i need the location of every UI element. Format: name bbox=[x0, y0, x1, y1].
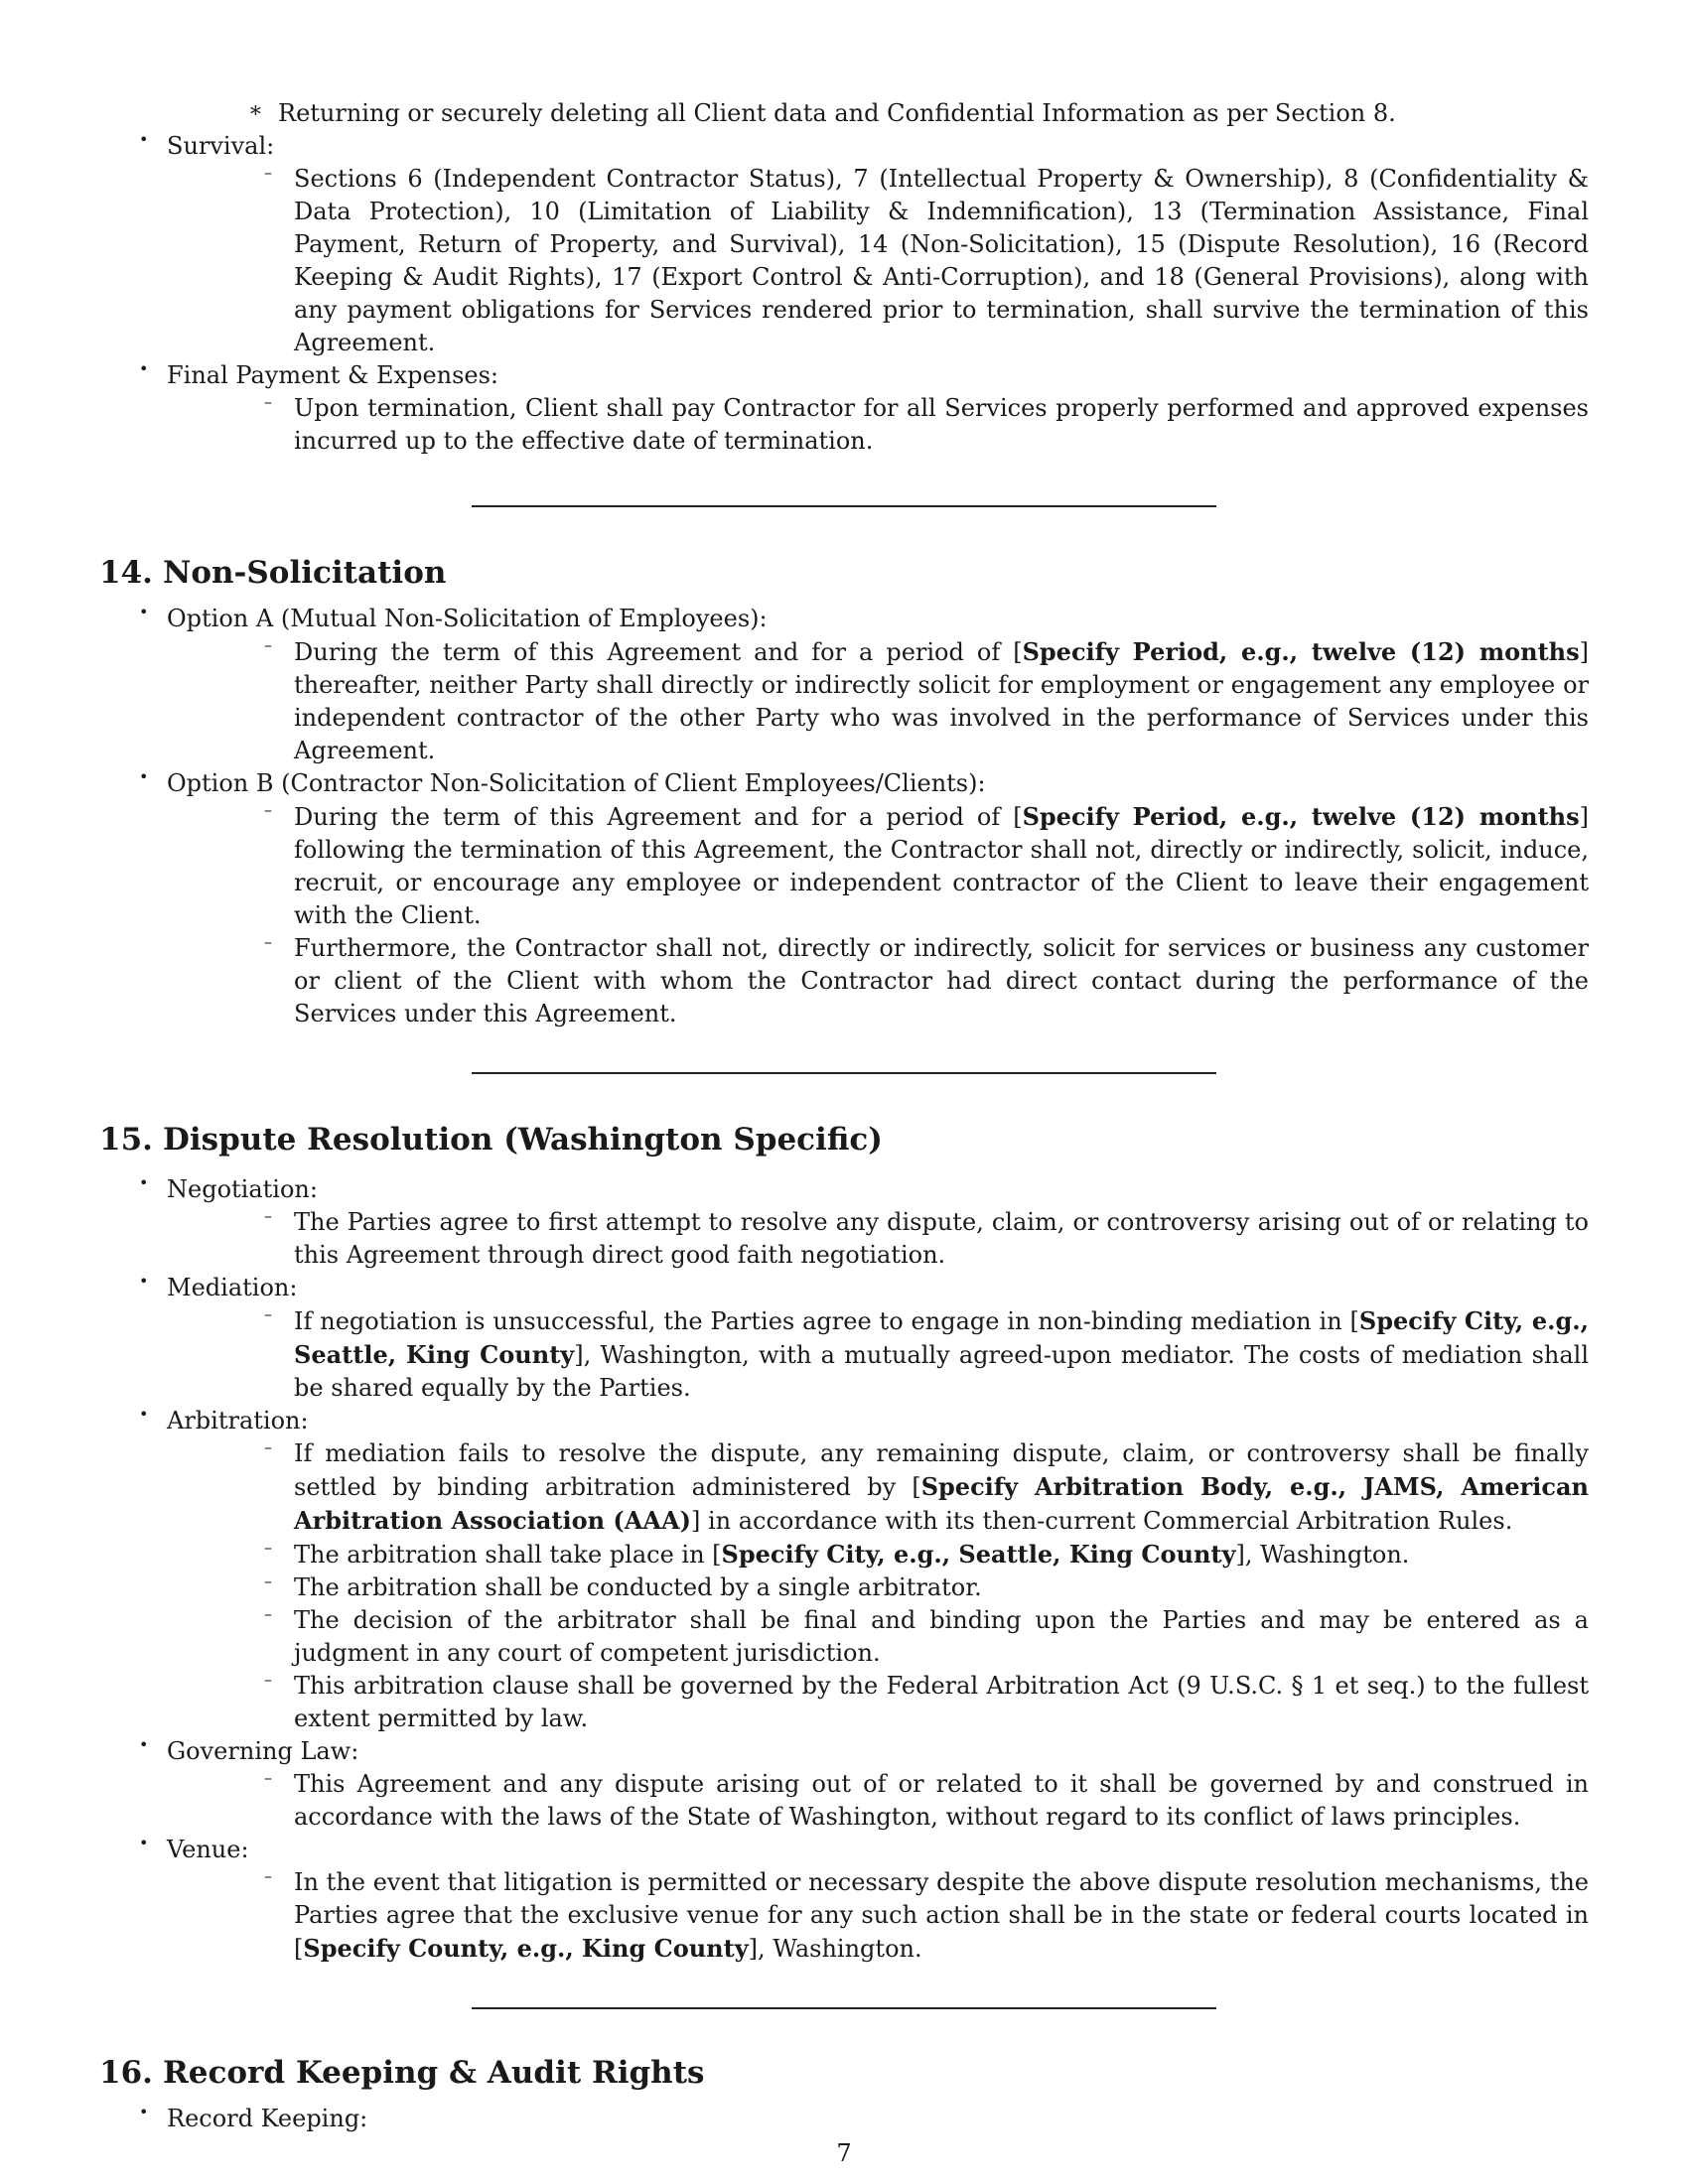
sub-item-text bbox=[294, 1868, 1589, 1963]
list-item bbox=[99, 1735, 1589, 1834]
section-14-heading bbox=[99, 553, 1589, 593]
list-item bbox=[99, 2103, 1589, 2135]
placeholder-bold: Specify Period, e.g., twelve (12) months bbox=[1022, 637, 1580, 666]
list-item bbox=[99, 130, 1589, 359]
sub-item bbox=[167, 800, 1589, 932]
sub-item bbox=[167, 932, 1589, 1030]
section-divider bbox=[472, 505, 1216, 507]
section-13-tail-list bbox=[99, 130, 1589, 458]
sub-item bbox=[167, 1437, 1589, 1538]
bullet-marker: • bbox=[139, 1735, 149, 1754]
page-number: 7 bbox=[836, 2139, 852, 2167]
sub-item-text: Upon termination, Client shall pay Contractor for all Services properly performed and approved expenses incurred up to the effective date of termination. bbox=[294, 394, 1589, 455]
section-number: 15. bbox=[99, 1122, 153, 1158]
list-item bbox=[99, 1173, 1589, 1272]
list-item bbox=[99, 359, 1589, 458]
sub-item bbox=[167, 1571, 1589, 1604]
list-item bbox=[99, 1405, 1589, 1735]
sub-item-text bbox=[294, 1307, 1589, 1402]
sub-item bbox=[167, 1304, 1589, 1405]
sub-item-text bbox=[294, 803, 1589, 929]
list-item-label: Venue: bbox=[167, 1836, 249, 1863]
section-number: 16. bbox=[99, 2055, 153, 2091]
section-16-heading bbox=[99, 2053, 1589, 2093]
dash-marker: – bbox=[264, 635, 272, 654]
sub-item-text: The Parties agree to first attempt to resolve any dispute, claim, or controversy arising out of or relating to this Agreement through direct good faith negotiation. bbox=[294, 1208, 1589, 1269]
list-item-label: Option A (Mutual Non-Solicitation of Employees): bbox=[167, 605, 768, 632]
bullet-marker: • bbox=[139, 767, 149, 786]
section-14-list bbox=[99, 603, 1589, 1030]
dash-marker: – bbox=[264, 392, 272, 411]
dash-marker: – bbox=[264, 1670, 272, 1689]
sub-item-text bbox=[294, 1541, 1409, 1569]
bullet-marker: • bbox=[139, 1834, 149, 1852]
list-item-label: Option B (Contractor Non-Solicitation of Client Employees/Clients): bbox=[167, 769, 986, 797]
dash-marker: – bbox=[264, 163, 272, 182]
sub-item bbox=[167, 1866, 1589, 1966]
section-16-list bbox=[99, 2103, 1589, 2135]
sub-item bbox=[167, 1768, 1589, 1834]
sub-item-text: Sections 6 (Independent Contractor Status), 7 (Intellectual Property & Ownership), 8 (Confidentiality & Data Protection), 10 (Limitation of Liability & Indemnification), 13 (Termination Assistance, Final Payment, Return of Property, and Survival), 14 (Non-Solicitation), 15 (Dispute Resolution), 16 (Record Keeping & Audit Rights), 17 (Export Control & Anti-Corruption), and 18 (General Provisions), along with any payment obligations for Services rendered prior to termination, shall survive the termination of this Agreement. bbox=[294, 165, 1589, 356]
sub-item-text-pre: In the event that litigation is permitted or necessary despite the above dispute resolution mechanisms, the Parties agree that the exclusive venue for any such action shall be in the state or federal courts located in [ bbox=[294, 1868, 1589, 1963]
list-item bbox=[99, 603, 1589, 767]
sub-item bbox=[167, 1604, 1589, 1670]
dash-marker: – bbox=[264, 932, 272, 951]
section-title: Record Keeping & Audit Rights bbox=[163, 2055, 705, 2091]
sub-item bbox=[167, 163, 1589, 359]
section-title: Non-Solicitation bbox=[163, 555, 447, 591]
sub-item-text-pre: During the term of this Agreement and for a period of [ bbox=[294, 638, 1023, 666]
bullet-marker: • bbox=[139, 1405, 149, 1424]
dash-marker: – bbox=[264, 1866, 272, 1885]
dash-marker: – bbox=[264, 1206, 272, 1225]
sub-item bbox=[167, 392, 1589, 458]
sub-item-text-pre: If negotiation is unsuccessful, the Parties agree to engage in non-binding mediation in [ bbox=[294, 1307, 1359, 1335]
bullet-marker: • bbox=[139, 1272, 149, 1291]
sub-item bbox=[167, 1206, 1589, 1272]
dash-marker: – bbox=[264, 800, 272, 819]
placeholder-bold: Specify City, e.g., Seattle, King County bbox=[721, 1540, 1236, 1569]
placeholder-bold: Specify Period, e.g., twelve (12) months bbox=[1022, 802, 1580, 831]
sub-item-text: The decision of the arbitrator shall be final and binding upon the Parties and may be entered as a judgment in any court of competent jurisdiction. bbox=[294, 1606, 1589, 1667]
sub-item-text: The arbitration shall be conducted by a single arbitrator. bbox=[294, 1573, 982, 1601]
section-number: 14. bbox=[99, 555, 153, 591]
list-item-label: Negotiation: bbox=[167, 1175, 318, 1203]
list-item-label: Final Payment & Expenses: bbox=[167, 361, 499, 389]
bullet-marker: • bbox=[139, 130, 149, 149]
page-content bbox=[99, 97, 1589, 2135]
dash-marker: – bbox=[264, 1604, 272, 1623]
subsub-item-return-data bbox=[99, 97, 1589, 130]
list-item-label: Arbitration: bbox=[167, 1407, 309, 1434]
dash-marker: – bbox=[264, 1768, 272, 1787]
sub-item-text bbox=[294, 638, 1589, 764]
sub-item-text-post: ] in accordance with its then-current Commercial Arbitration Rules. bbox=[690, 1507, 1513, 1535]
sub-item-text: This arbitration clause shall be governed by the Federal Arbitration Act (9 U.S.C. § 1 et seq.) to the fullest extent permitted by law. bbox=[294, 1672, 1589, 1732]
sub-item-text: This Agreement and any dispute arising out of or related to it shall be governed by and construed in accordance with the laws of the State of Washington, without regard to its conflict of laws principles. bbox=[294, 1770, 1589, 1831]
asterisk-marker: ∗ bbox=[248, 98, 263, 123]
section-divider bbox=[472, 2007, 1216, 2009]
dash-marker: – bbox=[264, 1538, 272, 1557]
bullet-marker: • bbox=[139, 2103, 149, 2121]
sub-item-text-post: ] thereafter, neither Party shall directly or indirectly solicit for employment or engagement any employee or independent contractor of the other Party who was involved in the performance of Services under this Agreement. bbox=[294, 638, 1589, 764]
bullet-marker: • bbox=[139, 1173, 149, 1192]
bullet-marker: • bbox=[139, 603, 149, 621]
section-title: Dispute Resolution (Washington Specific) bbox=[163, 1122, 883, 1158]
sub-item-text-post: ], Washington. bbox=[748, 1935, 922, 1963]
list-item-label: Governing Law: bbox=[167, 1737, 359, 1765]
sub-item-text-pre: The arbitration shall take place in [ bbox=[294, 1541, 722, 1569]
placeholder-bold: Specify Arbitration Body, e.g., JAMS, American Arbitration Association (AAA) bbox=[294, 1472, 1589, 1535]
dash-marker: – bbox=[264, 1304, 272, 1323]
section-divider bbox=[472, 1072, 1216, 1074]
sub-item bbox=[167, 1670, 1589, 1735]
placeholder-bold: Specify County, e.g., King County bbox=[303, 1934, 749, 1963]
dash-marker: – bbox=[264, 1571, 272, 1590]
sub-item-text-pre: If mediation fails to resolve the dispute, any remaining dispute, claim, or controversy shall be finally settled by binding arbitration administered by [ bbox=[294, 1439, 1589, 1501]
section-15-heading bbox=[99, 1120, 1589, 1160]
dash-marker: – bbox=[264, 1437, 272, 1456]
sub-item-text-post: ], Washington. bbox=[1235, 1541, 1410, 1569]
list-item bbox=[99, 1834, 1589, 1966]
sub-item-text-pre: During the term of this Agreement and for a period of [ bbox=[294, 803, 1023, 831]
list-item-label: Mediation: bbox=[167, 1274, 298, 1301]
list-item-label: Record Keeping: bbox=[167, 2105, 368, 2132]
list-item bbox=[99, 767, 1589, 1030]
sub-item-text bbox=[294, 1439, 1589, 1535]
list-item bbox=[99, 1272, 1589, 1405]
sub-item bbox=[167, 1538, 1589, 1571]
list-item-label: Survival: bbox=[167, 132, 275, 160]
section-15-list bbox=[99, 1173, 1589, 1966]
bullet-marker: • bbox=[139, 359, 149, 378]
sub-item-text-post: ] following the termination of this Agreement, the Contractor shall not, directly or indirectly, solicit, induce, recruit, or encourage any employee or independent contractor of the Client to leave their engagement with the Client. bbox=[294, 803, 1589, 929]
subsub-item-text: Returning or securely deleting all Client data and Confidential Information as per Section 8. bbox=[278, 99, 1396, 127]
placeholder-bold: Specify City, e.g., Seattle, King County bbox=[294, 1306, 1589, 1369]
sub-item-text: Furthermore, the Contractor shall not, directly or indirectly, solicit for services or business any customer or client of the Client with whom the Contractor had direct contact during the performance of the Services under this Agreement. bbox=[294, 934, 1589, 1027]
sub-item-text-post: ], Washington, with a mutually agreed-upon mediator. The costs of mediation shall be shared equally by the Parties. bbox=[294, 1341, 1589, 1402]
sub-item bbox=[167, 635, 1589, 767]
